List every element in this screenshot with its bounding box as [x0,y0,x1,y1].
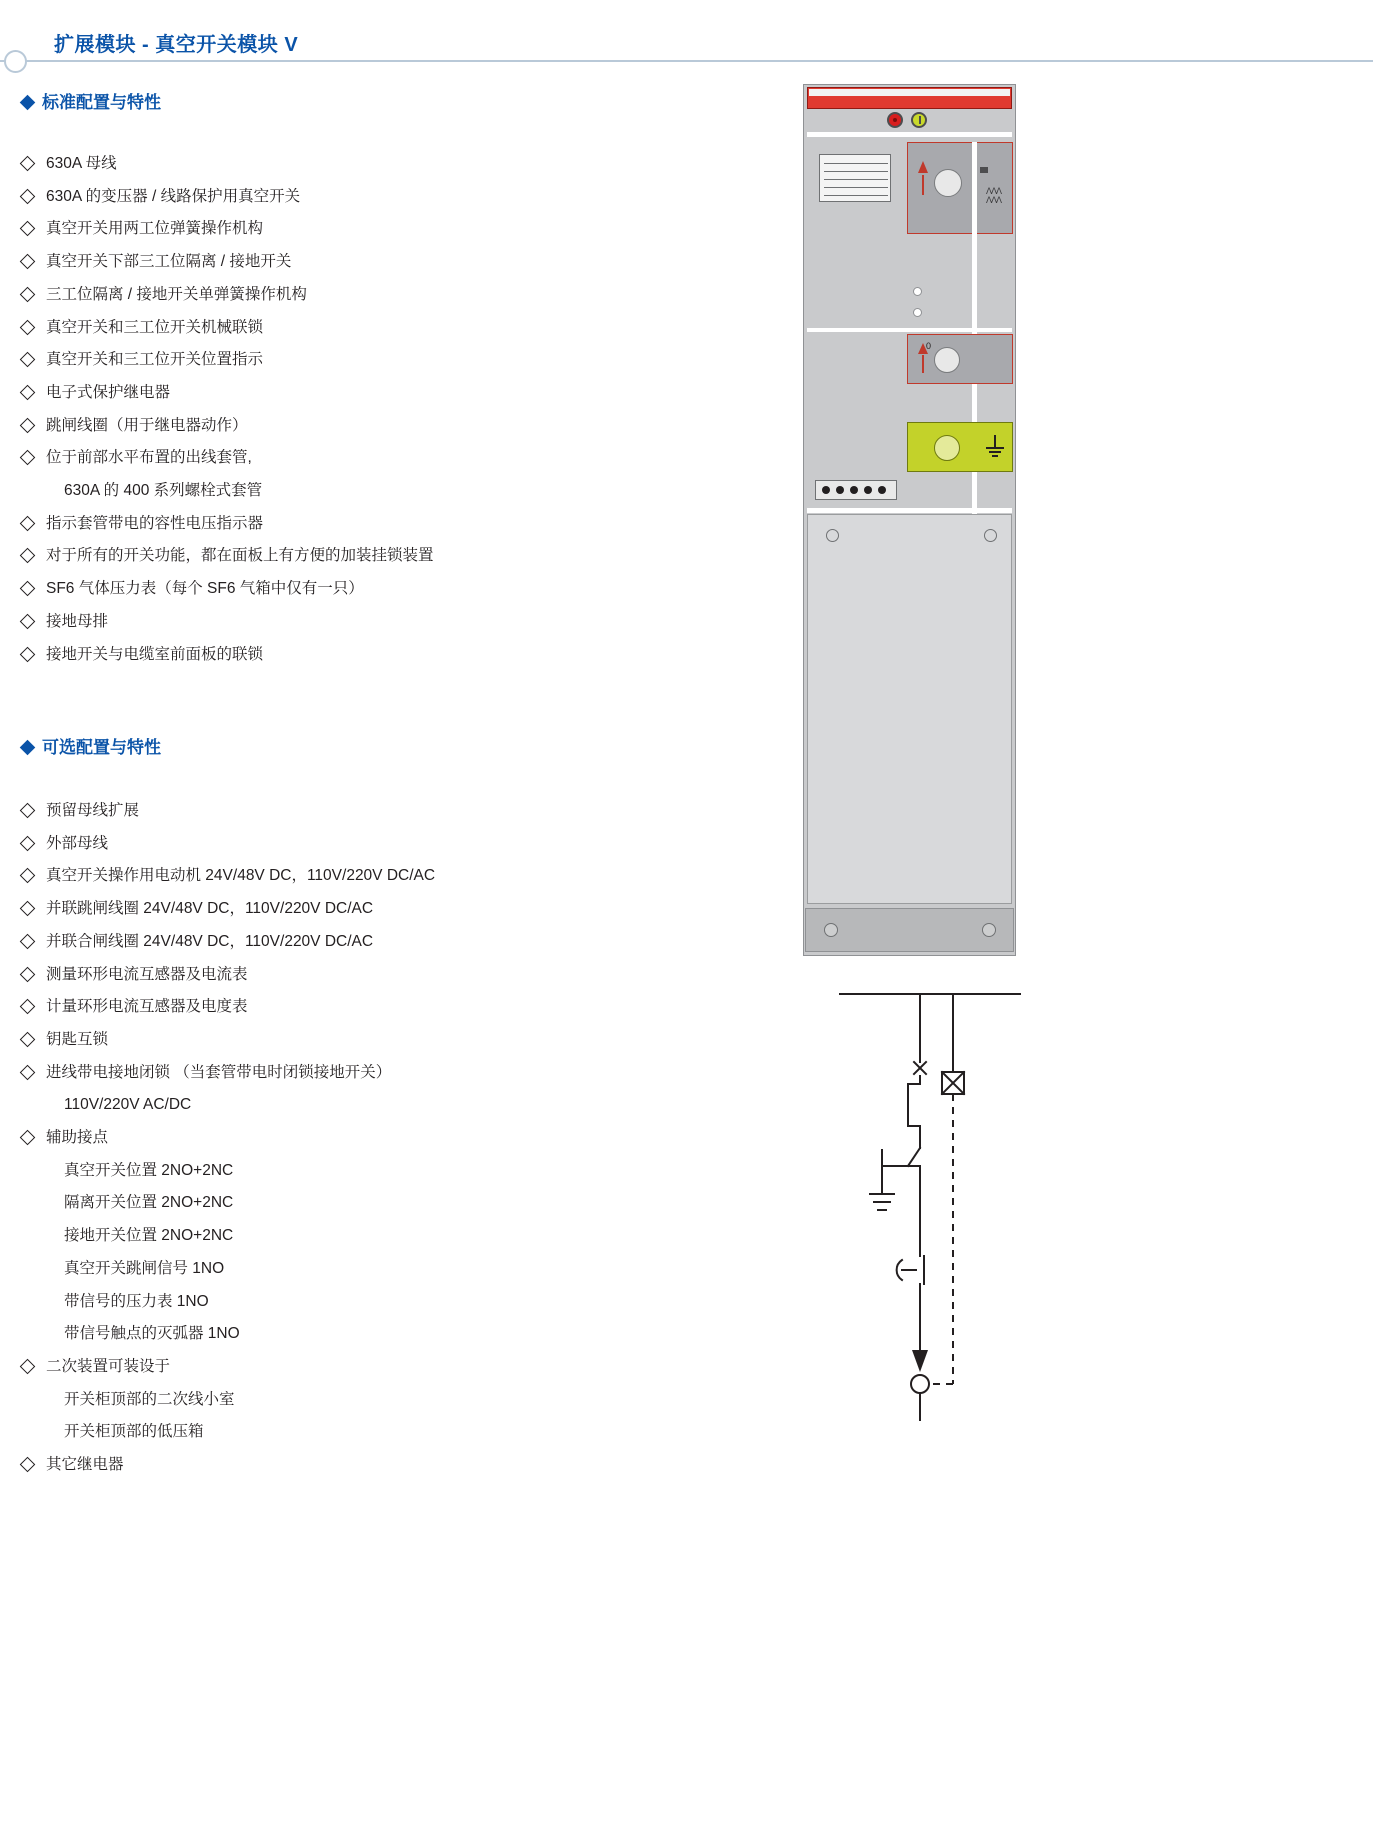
list-item-label: 开关柜顶部的低压箱 [64,1423,204,1441]
diamond-bullet-icon [20,450,36,466]
list-item-label: 电子式保护继电器 [46,383,171,401]
diamond-bullet-icon [20,156,36,172]
disconnector-compartment [907,334,1013,384]
list-item [20,959,780,992]
terminal-dot-icon [878,486,886,494]
list-item-label: 隔离开关位置 2NO+2NC [64,1194,234,1212]
diamond-bullet-icon [20,581,36,597]
nameplate-line [824,163,888,164]
list-item-label: 630A 的变压器 / 线路保护用真空开关 [46,187,301,205]
terminal-dot-icon [836,486,844,494]
compartment-divider-middle [807,328,1012,332]
compartment-divider-top [807,132,1012,137]
operating-shaft-knob-icon [934,435,960,461]
panel-screw-icon [913,287,922,296]
vacuum-switch-compartment [907,142,1013,234]
list-item [20,213,780,246]
base-screw-icon [982,923,996,937]
diamond-bullet-icon [20,901,36,917]
list-item-label: 带信号的压力表 1NO [64,1292,209,1310]
list-item-label: 钥匙互锁 [46,1030,109,1048]
list-item-label: 位于前部水平布置的出线套管, [46,449,252,467]
position-indicator-line-icon [922,175,924,195]
diamond-bullet-icon [20,803,36,819]
diamond-bullet-icon [20,287,36,303]
diamond-bullet-icon [20,868,36,884]
list-item-label: 测量环形电流互感器及电流表 [46,965,248,983]
earthing-switch-compartment [907,422,1013,472]
diamond-bullet-icon [20,352,36,368]
diamond-bullet-icon [20,1130,36,1146]
list-item [20,1449,780,1482]
list-item [20,312,780,345]
list-item-label: 其它继电器 [46,1456,124,1474]
terminal-strip [815,480,897,500]
section-heading-standard [22,88,161,113]
list-item [20,860,780,893]
terminal-dot-icon [850,486,858,494]
diamond-bullet-icon [20,1457,36,1473]
list-item-continuation [20,1416,780,1449]
list-item-label: 并联跳闸线圈 24V/48V DC，110V/220V DC/AC [46,900,374,918]
base-screw-icon [824,923,838,937]
list-item-label: 真空开关下部三工位隔离 / 接地开关 [46,253,292,271]
section-heading-standard-label: 标准配置与特性 [42,93,161,112]
diamond-bullet-icon [20,188,36,204]
list-item [20,828,780,861]
list-item-continuation [20,1318,780,1351]
list-item-label: 真空开关和三工位开关位置指示 [46,351,264,369]
vacuum-switch-module-cabinet-illustration [803,84,1016,956]
list-item [20,246,780,279]
off-position-label: 0 [926,341,932,351]
list-item-label: 跳闸线圈（用于继电器动作） [46,416,248,434]
list-item-continuation [20,1220,780,1253]
list-item [20,279,780,312]
lock-slot-icon [980,167,988,173]
diamond-bullet-icon [20,319,36,335]
cabinet-top-band [807,87,1012,109]
list-item-label: 并联合闸线圈 24V/48V DC，110V/220V DC/AC [46,932,374,950]
list-item [20,926,780,959]
list-item-label: 真空开关用两工位弹簧操作机构 [46,220,264,238]
list-item-label: 外部母线 [46,834,109,852]
diamond-bullet-icon [20,934,36,950]
list-item-label: 对于所有的开关功能，都在面板上有方便的加装挂锁装置 [46,547,434,565]
list-item-label: 接地母排 [46,612,109,630]
diamond-icon [20,740,36,756]
list-item-label: 630A 的 400 系列螺栓式套管 [64,482,263,500]
list-item [20,1351,780,1384]
diamond-bullet-icon [20,999,36,1015]
diamond-bullet-icon [20,1359,36,1375]
list-item-label: 630A 母线 [46,155,117,172]
coil-symbol-icon: ΛΛΛ ΛΛΛ [986,186,1002,205]
nameplate-line [824,179,888,180]
position-indicator-arrow-icon [918,161,928,173]
list-item [20,377,780,410]
list-item-continuation [20,1155,780,1188]
nameplate-line [824,195,888,196]
list-item-label: 辅助接点 [46,1129,109,1147]
list-item [20,410,780,443]
standard-features-list [20,148,780,671]
list-item [20,1024,780,1057]
list-item-label: 真空开关和三工位开关机械联锁 [46,318,264,336]
panel-screw-icon [913,308,922,317]
indicator-lamp-red-icon [887,112,903,128]
list-item-continuation [20,1089,780,1122]
list-item [20,540,780,573]
list-item-continuation [20,1187,780,1220]
list-item [20,606,780,639]
list-item [20,181,780,214]
nameplate-line [824,187,888,188]
list-item [20,639,780,672]
diamond-bullet-icon [20,646,36,662]
diamond-bullet-icon [20,548,36,564]
list-item-label: 接地开关与电缆室前面板的联锁 [46,645,264,663]
list-item-label: 开关柜顶部的二次线小室 [64,1390,235,1408]
list-item [20,344,780,377]
optional-features-list [20,795,780,1482]
diamond-bullet-icon [20,515,36,531]
cabinet-top-band-highlight [809,89,1010,96]
diamond-bullet-icon [20,385,36,401]
list-item-label: 三工位隔离 / 接地开关单弹簧操作机构 [46,285,307,303]
diamond-bullet-icon [20,835,36,851]
list-item [20,795,780,828]
page-header [0,0,1373,62]
list-item [20,991,780,1024]
list-item-label: 计量环形电流互感器及电度表 [46,998,248,1016]
list-item-label: 接地开关位置 2NO+2NC [64,1227,234,1245]
list-item [20,1122,780,1155]
single-line-diagram [830,980,1030,1440]
list-item [20,508,780,541]
position-indicator-line-icon [922,355,924,373]
diamond-bullet-icon [20,614,36,630]
list-item-label: 真空开关跳闸信号 1NO [64,1259,225,1277]
list-item [20,573,780,606]
diamond-bullet-icon [20,1064,36,1080]
operating-shaft-knob-icon [934,169,962,197]
list-item-label: 预留母线扩展 [46,802,140,819]
list-item-label: 真空开关操作用电动机 24V/48V DC，110V/220V DC/AC [46,867,436,885]
list-item-continuation [20,1253,780,1286]
indicator-lamp-green-icon [911,112,927,128]
list-item [20,1057,780,1090]
section-heading-optional-label: 可选配置与特性 [42,738,161,757]
cabinet-base [805,908,1014,952]
list-item-label: 110V/220V AC/DC [64,1096,192,1114]
page-title: 扩展模块 - 真空开关模块 V [54,34,299,56]
earth-symbol-icon [986,435,1004,457]
terminal-dot-icon [822,486,830,494]
nameplate-label [819,154,891,202]
nameplate-line [824,171,888,172]
single-line-diagram-svg [830,980,1030,1440]
diamond-bullet-icon [20,417,36,433]
diamond-icon [20,95,36,111]
list-item [20,893,780,926]
list-item [20,442,780,475]
list-item-label: SF6 气体压力表（每个 SF6 气箱中仅有一只） [46,580,364,598]
list-item-label: 进线带电接地闭锁 （当套管带电时闭锁接地开关） [46,1063,392,1081]
list-item-label: 真空开关位置 2NO+2NC [64,1161,234,1179]
header-circle-ornament [4,50,27,73]
list-item-continuation [20,1286,780,1319]
door-screw-icon [984,529,997,542]
list-item-continuation [20,1384,780,1417]
list-item-continuation [20,475,780,508]
list-item-label: 带信号触点的灭弧器 1NO [64,1325,240,1343]
diamond-bullet-icon [20,254,36,270]
compartment-divider-bottom [807,508,1012,513]
operating-shaft-knob-icon [934,347,960,373]
door-screw-icon [826,529,839,542]
diamond-bullet-icon [20,1032,36,1048]
section-heading-optional [22,733,161,758]
list-item-label: 指示套管带电的容性电压指示器 [46,514,264,532]
list-item [20,148,780,181]
list-item-label: 二次装置可装设于 [46,1357,171,1375]
diamond-bullet-icon [20,221,36,237]
terminal-dot-icon [864,486,872,494]
header-divider [0,60,1373,62]
diamond-bullet-icon [20,966,36,982]
cable-compartment-door [807,514,1012,904]
